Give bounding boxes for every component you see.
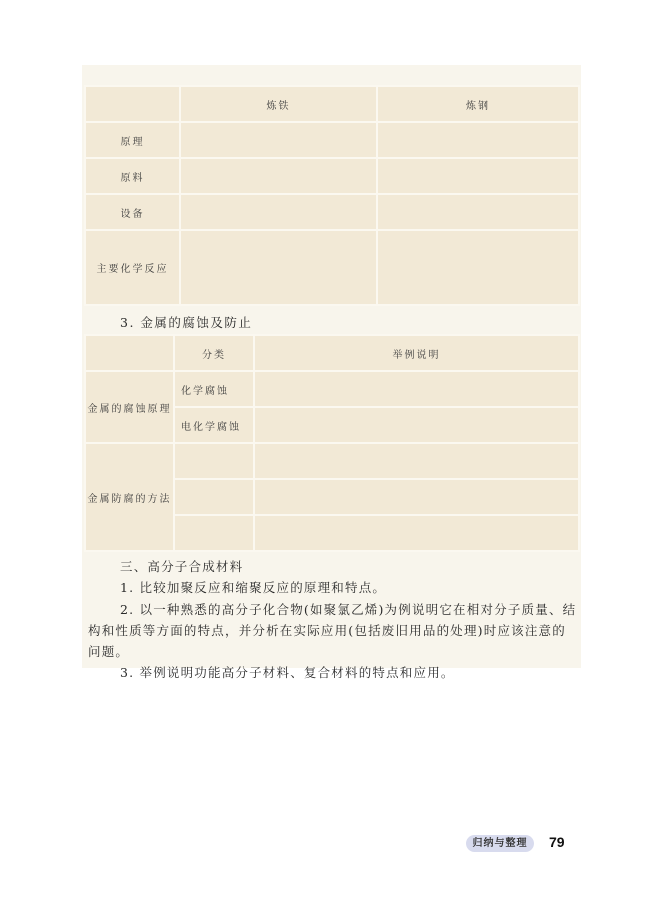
table-header-cell bbox=[86, 336, 173, 370]
table-row bbox=[86, 159, 578, 193]
table-header-ironmaking: 炼铁 bbox=[181, 87, 376, 121]
row-label-main-reactions: 主要化学反应 bbox=[86, 231, 179, 304]
example-cell bbox=[255, 372, 578, 406]
section-heading-corrosion: 3. 金属的腐蚀及防止 bbox=[120, 315, 253, 330]
table-row bbox=[86, 195, 578, 229]
table-row bbox=[86, 123, 578, 157]
table-cell bbox=[378, 159, 578, 193]
table-cell bbox=[181, 123, 376, 157]
table-row bbox=[86, 231, 578, 304]
polymer-section bbox=[88, 556, 578, 684]
table-header-example: 举例说明 bbox=[255, 336, 578, 370]
category-cell bbox=[175, 516, 253, 550]
table-header-category: 分类 bbox=[175, 336, 253, 370]
row-label-equipment: 设备 bbox=[86, 195, 179, 229]
table-cell bbox=[181, 195, 376, 229]
chapter-summary-badge: 归纳与整理 bbox=[466, 835, 534, 852]
example-cell bbox=[255, 516, 578, 550]
category-cell: 化学腐蚀 bbox=[175, 372, 253, 406]
table-row bbox=[86, 444, 578, 478]
page-number: 79 bbox=[549, 834, 565, 850]
section-heading-polymers: 三、高分子合成材料 bbox=[120, 559, 244, 574]
table-cell bbox=[378, 231, 578, 304]
table-cell bbox=[378, 123, 578, 157]
table-cell bbox=[378, 195, 578, 229]
category-cell: 电化学腐蚀 bbox=[175, 408, 253, 442]
example-cell bbox=[255, 480, 578, 514]
table-row bbox=[86, 372, 578, 406]
table-cell bbox=[181, 159, 376, 193]
table-cell bbox=[181, 231, 376, 304]
question-item: 3. 举例说明功能高分子材料、复合材料的特点和应用。 bbox=[120, 665, 455, 681]
group-label-corrosion-prevention: 金属防腐的方法 bbox=[86, 444, 173, 550]
table-header-row bbox=[86, 87, 578, 121]
group-label-corrosion-principle: 金属的腐蚀原理 bbox=[86, 372, 173, 442]
category-cell bbox=[175, 444, 253, 478]
table-header-row bbox=[86, 336, 578, 370]
category-cell bbox=[175, 480, 253, 514]
table-header-cell bbox=[86, 87, 179, 121]
example-cell bbox=[255, 444, 578, 478]
ironmaking-steelmaking-table bbox=[84, 85, 580, 306]
row-label-principle: 原理 bbox=[86, 123, 179, 157]
question-item: 1. 比较加聚反应和缩聚反应的原理和特点。 bbox=[120, 580, 387, 596]
corrosion-table bbox=[84, 334, 580, 552]
row-label-raw-materials: 原料 bbox=[86, 159, 179, 193]
example-cell bbox=[255, 408, 578, 442]
question-item: 2. 以一种熟悉的高分子化合物(如聚氯乙烯)为例说明它在相对分子质量、结构和性质等方面的特点，并分析在实际应用(包括废旧用品的处理)时应该注意的问题。 bbox=[88, 601, 577, 660]
table-header-steelmaking: 炼钢 bbox=[378, 87, 578, 121]
